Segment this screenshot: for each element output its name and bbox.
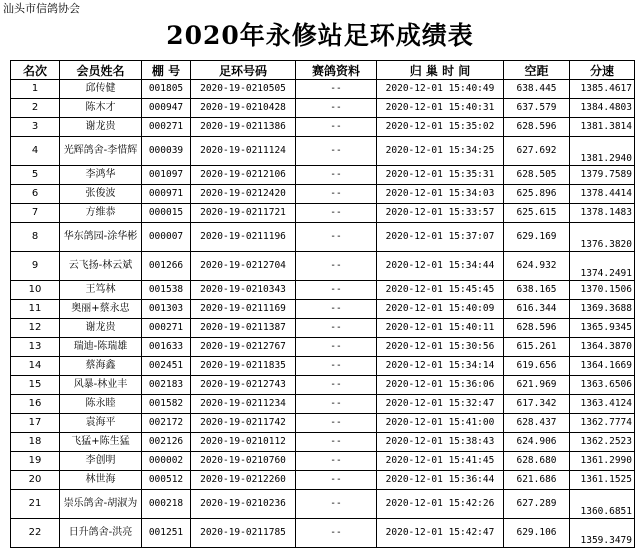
- rank-cell: 20: [11, 471, 60, 490]
- ring-number-cell: 2020-19-0211785: [191, 519, 296, 548]
- col-rank-header: 名次: [11, 61, 60, 80]
- rank-cell: 19: [11, 452, 60, 471]
- speed-cell: 1361.2990: [570, 452, 635, 471]
- distance-cell: 625.896: [504, 185, 570, 204]
- distance-cell: 621.969: [504, 376, 570, 395]
- shed-number-cell: 000039: [142, 137, 191, 166]
- return-time-cell: 2020-12-01 15:40:49: [377, 80, 504, 99]
- return-time-cell: 2020-12-01 15:37:07: [377, 223, 504, 252]
- col-shed-header: 棚 号: [142, 61, 191, 80]
- table-row: [11, 137, 635, 166]
- pigeon-info-cell: --: [296, 319, 377, 338]
- rank-cell: 22: [11, 519, 60, 548]
- distance-cell: 624.906: [504, 433, 570, 452]
- pigeon-info-cell: --: [296, 357, 377, 376]
- return-time-cell: 2020-12-01 15:42:47: [377, 519, 504, 548]
- member-name-cell: 蔡海鑫: [60, 357, 142, 376]
- member-name-cell: 云飞扬-林云斌: [60, 252, 142, 281]
- return-time-cell: 2020-12-01 15:35:02: [377, 118, 504, 137]
- table-row: [11, 223, 635, 252]
- rank-cell: 5: [11, 166, 60, 185]
- ring-number-cell: 2020-19-0212767: [191, 338, 296, 357]
- speed-cell: 1363.6506: [570, 376, 635, 395]
- return-time-cell: 2020-12-01 15:40:31: [377, 99, 504, 118]
- speed-cell: 1364.3870: [570, 338, 635, 357]
- member-name-cell: 陈永睦: [60, 395, 142, 414]
- page-title: 2020年永修站足环成绩表: [166, 21, 474, 50]
- speed-cell: 1364.1669: [570, 357, 635, 376]
- speed-cell: 1363.4124: [570, 395, 635, 414]
- shed-number-cell: 001303: [142, 300, 191, 319]
- shed-number-cell: 000271: [142, 319, 191, 338]
- distance-cell: 628.680: [504, 452, 570, 471]
- col-member-name-header: 会员姓名: [60, 61, 142, 80]
- ring-number-cell: 2020-19-0211742: [191, 414, 296, 433]
- speed-cell: 1369.3688: [570, 300, 635, 319]
- return-time-cell: 2020-12-01 15:34:03: [377, 185, 504, 204]
- rank-cell: 7: [11, 204, 60, 223]
- table-header-row: [11, 61, 635, 80]
- shed-number-cell: 000947: [142, 99, 191, 118]
- table-row: [11, 414, 635, 433]
- return-time-cell: 2020-12-01 15:36:44: [377, 471, 504, 490]
- speed-cell: 1381.2940: [570, 137, 635, 166]
- rank-cell: 2: [11, 99, 60, 118]
- shed-number-cell: 002183: [142, 376, 191, 395]
- distance-cell: 638.165: [504, 281, 570, 300]
- rank-cell: 18: [11, 433, 60, 452]
- ring-number-cell: 2020-19-0210505: [191, 80, 296, 99]
- speed-cell: 1376.3820: [570, 223, 635, 252]
- table-row: [11, 376, 635, 395]
- member-name-cell: 张俊波: [60, 185, 142, 204]
- pigeon-info-cell: --: [296, 300, 377, 319]
- member-name-cell: 风暴-林业丰: [60, 376, 142, 395]
- speed-cell: 1360.6851: [570, 490, 635, 519]
- ring-number-cell: 2020-19-0211721: [191, 204, 296, 223]
- member-name-cell: 瑞迪-陈瑞雄: [60, 338, 142, 357]
- distance-cell: 628.596: [504, 118, 570, 137]
- pigeon-info-cell: --: [296, 185, 377, 204]
- table-row: [11, 452, 635, 471]
- member-name-cell: 陈木才: [60, 99, 142, 118]
- member-name-cell: 日升鸽舍-洪亮: [60, 519, 142, 548]
- ring-number-cell: 2020-19-0211835: [191, 357, 296, 376]
- rank-cell: 15: [11, 376, 60, 395]
- rank-cell: 4: [11, 137, 60, 166]
- distance-cell: 638.445: [504, 80, 570, 99]
- distance-cell: 628.505: [504, 166, 570, 185]
- shed-number-cell: 000015: [142, 204, 191, 223]
- col-info-header: 赛鸽资料: [296, 61, 377, 80]
- distance-cell: 621.686: [504, 471, 570, 490]
- pigeon-info-cell: --: [296, 395, 377, 414]
- return-time-cell: 2020-12-01 15:34:14: [377, 357, 504, 376]
- ring-number-cell: 2020-19-0211386: [191, 118, 296, 137]
- return-time-cell: 2020-12-01 15:40:11: [377, 319, 504, 338]
- org-name: 汕头市信鸽协会: [3, 2, 80, 15]
- distance-cell: 628.437: [504, 414, 570, 433]
- speed-cell: 1378.1483: [570, 204, 635, 223]
- table-row: [11, 357, 635, 376]
- shed-number-cell: 000007: [142, 223, 191, 252]
- speed-cell: 1378.4414: [570, 185, 635, 204]
- member-name-cell: 李鸿华: [60, 166, 142, 185]
- distance-cell: 629.106: [504, 519, 570, 548]
- member-name-cell: 华东鸽园-涂华彬: [60, 223, 142, 252]
- rank-cell: 9: [11, 252, 60, 281]
- speed-cell: 1359.3479: [570, 519, 635, 548]
- speed-cell: 1385.4617: [570, 80, 635, 99]
- table-row: [11, 252, 635, 281]
- pigeon-info-cell: --: [296, 252, 377, 281]
- rank-cell: 11: [11, 300, 60, 319]
- speed-cell: 1365.9345: [570, 319, 635, 338]
- table-row: [11, 395, 635, 414]
- shed-number-cell: 000271: [142, 118, 191, 137]
- speed-cell: 1362.7774: [570, 414, 635, 433]
- distance-cell: 628.596: [504, 319, 570, 338]
- ring-number-cell: 2020-19-0211234: [191, 395, 296, 414]
- ring-number-cell: 2020-19-0211124: [191, 137, 296, 166]
- ring-number-cell: 2020-19-0211196: [191, 223, 296, 252]
- rank-cell: 6: [11, 185, 60, 204]
- rank-cell: 17: [11, 414, 60, 433]
- member-name-cell: 奥丽+蔡永忠: [60, 300, 142, 319]
- return-time-cell: 2020-12-01 15:30:56: [377, 338, 504, 357]
- rank-cell: 10: [11, 281, 60, 300]
- table-row: [11, 319, 635, 338]
- col-speed-header: 分速: [570, 61, 635, 80]
- pigeon-info-cell: --: [296, 433, 377, 452]
- pigeon-info-cell: --: [296, 414, 377, 433]
- return-time-cell: 2020-12-01 15:35:31: [377, 166, 504, 185]
- distance-cell: 629.169: [504, 223, 570, 252]
- table-row: [11, 99, 635, 118]
- speed-cell: 1362.2523: [570, 433, 635, 452]
- col-ring-header: 足环号码: [191, 61, 296, 80]
- shed-number-cell: 002172: [142, 414, 191, 433]
- ring-number-cell: 2020-19-0210236: [191, 490, 296, 519]
- pigeon-info-cell: --: [296, 376, 377, 395]
- shed-number-cell: 001097: [142, 166, 191, 185]
- speed-cell: 1384.4803: [570, 99, 635, 118]
- speed-cell: 1370.1506: [570, 281, 635, 300]
- ring-number-cell: 2020-19-0210112: [191, 433, 296, 452]
- rank-cell: 8: [11, 223, 60, 252]
- ring-number-cell: 2020-19-0212743: [191, 376, 296, 395]
- shed-number-cell: 002126: [142, 433, 191, 452]
- shed-number-cell: 000971: [142, 185, 191, 204]
- return-time-cell: 2020-12-01 15:34:25: [377, 137, 504, 166]
- return-time-cell: 2020-12-01 15:41:45: [377, 452, 504, 471]
- pigeon-info-cell: --: [296, 204, 377, 223]
- table-row: [11, 166, 635, 185]
- table-row: [11, 490, 635, 519]
- shed-number-cell: 001582: [142, 395, 191, 414]
- shed-number-cell: 001805: [142, 80, 191, 99]
- member-name-cell: 谢龙贵: [60, 319, 142, 338]
- return-time-cell: 2020-12-01 15:42:26: [377, 490, 504, 519]
- pigeon-info-cell: --: [296, 338, 377, 357]
- member-name-cell: 方维恭: [60, 204, 142, 223]
- table-row: [11, 185, 635, 204]
- table-row: [11, 118, 635, 137]
- shed-number-cell: 001251: [142, 519, 191, 548]
- col-time-header: 归 巢 时 间: [377, 61, 504, 80]
- ring-number-cell: 2020-19-0212260: [191, 471, 296, 490]
- pigeon-info-cell: --: [296, 452, 377, 471]
- member-name-cell: 李创明: [60, 452, 142, 471]
- rank-cell: 21: [11, 490, 60, 519]
- speed-cell: 1374.2491: [570, 252, 635, 281]
- speed-cell: 1379.7589: [570, 166, 635, 185]
- member-name-cell: 崇乐鸽舍-胡淑为: [60, 490, 142, 519]
- distance-cell: 616.344: [504, 300, 570, 319]
- pigeon-info-cell: --: [296, 519, 377, 548]
- return-time-cell: 2020-12-01 15:40:09: [377, 300, 504, 319]
- distance-cell: 627.692: [504, 137, 570, 166]
- pigeon-info-cell: --: [296, 281, 377, 300]
- ring-number-cell: 2020-19-0210760: [191, 452, 296, 471]
- return-time-cell: 2020-12-01 15:36:06: [377, 376, 504, 395]
- pigeon-info-cell: --: [296, 99, 377, 118]
- member-name-cell: 王笃林: [60, 281, 142, 300]
- pigeon-info-cell: --: [296, 137, 377, 166]
- distance-cell: 617.342: [504, 395, 570, 414]
- pigeon-info-cell: --: [296, 490, 377, 519]
- shed-number-cell: 000002: [142, 452, 191, 471]
- ring-number-cell: 2020-19-0210343: [191, 281, 296, 300]
- table-row: [11, 281, 635, 300]
- member-name-cell: 邱传健: [60, 80, 142, 99]
- table-row: [11, 300, 635, 319]
- ring-number-cell: 2020-19-0210428: [191, 99, 296, 118]
- distance-cell: 615.261: [504, 338, 570, 357]
- return-time-cell: 2020-12-01 15:34:44: [377, 252, 504, 281]
- distance-cell: 637.579: [504, 99, 570, 118]
- ring-number-cell: 2020-19-0212420: [191, 185, 296, 204]
- rank-cell: 12: [11, 319, 60, 338]
- ring-number-cell: 2020-19-0212704: [191, 252, 296, 281]
- shed-number-cell: 000512: [142, 471, 191, 490]
- table-row: [11, 433, 635, 452]
- pigeon-info-cell: --: [296, 223, 377, 252]
- distance-cell: 624.932: [504, 252, 570, 281]
- rank-cell: 3: [11, 118, 60, 137]
- speed-cell: 1361.1525: [570, 471, 635, 490]
- return-time-cell: 2020-12-01 15:38:43: [377, 433, 504, 452]
- member-name-cell: 谢龙贵: [60, 118, 142, 137]
- shed-number-cell: 000218: [142, 490, 191, 519]
- member-name-cell: 袁海平: [60, 414, 142, 433]
- shed-number-cell: 001538: [142, 281, 191, 300]
- distance-cell: 625.615: [504, 204, 570, 223]
- return-time-cell: 2020-12-01 15:33:57: [377, 204, 504, 223]
- pigeon-info-cell: --: [296, 80, 377, 99]
- pigeon-info-cell: --: [296, 118, 377, 137]
- table-row: [11, 519, 635, 548]
- table-row: [11, 338, 635, 357]
- rank-cell: 14: [11, 357, 60, 376]
- shed-number-cell: 002451: [142, 357, 191, 376]
- rank-cell: 16: [11, 395, 60, 414]
- return-time-cell: 2020-12-01 15:45:45: [377, 281, 504, 300]
- distance-cell: 627.289: [504, 490, 570, 519]
- table-row: [11, 471, 635, 490]
- member-name-cell: 林世海: [60, 471, 142, 490]
- rank-cell: 1: [11, 80, 60, 99]
- rank-cell: 13: [11, 338, 60, 357]
- table-body: [11, 80, 635, 548]
- ring-number-cell: 2020-19-0212106: [191, 166, 296, 185]
- ring-number-cell: 2020-19-0211169: [191, 300, 296, 319]
- ring-number-cell: 2020-19-0211387: [191, 319, 296, 338]
- shed-number-cell: 001633: [142, 338, 191, 357]
- return-time-cell: 2020-12-01 15:41:00: [377, 414, 504, 433]
- pigeon-info-cell: --: [296, 471, 377, 490]
- table-row: [11, 204, 635, 223]
- distance-cell: 619.656: [504, 357, 570, 376]
- results-table: [10, 60, 635, 548]
- return-time-cell: 2020-12-01 15:32:47: [377, 395, 504, 414]
- member-name-cell: 光辉鸽舍-李惜辉: [60, 137, 142, 166]
- table-row: [11, 80, 635, 99]
- speed-cell: 1381.3814: [570, 118, 635, 137]
- member-name-cell: 飞猛+陈生猛: [60, 433, 142, 452]
- pigeon-info-cell: --: [296, 166, 377, 185]
- shed-number-cell: 001266: [142, 252, 191, 281]
- col-distance-header: 空距: [504, 61, 570, 80]
